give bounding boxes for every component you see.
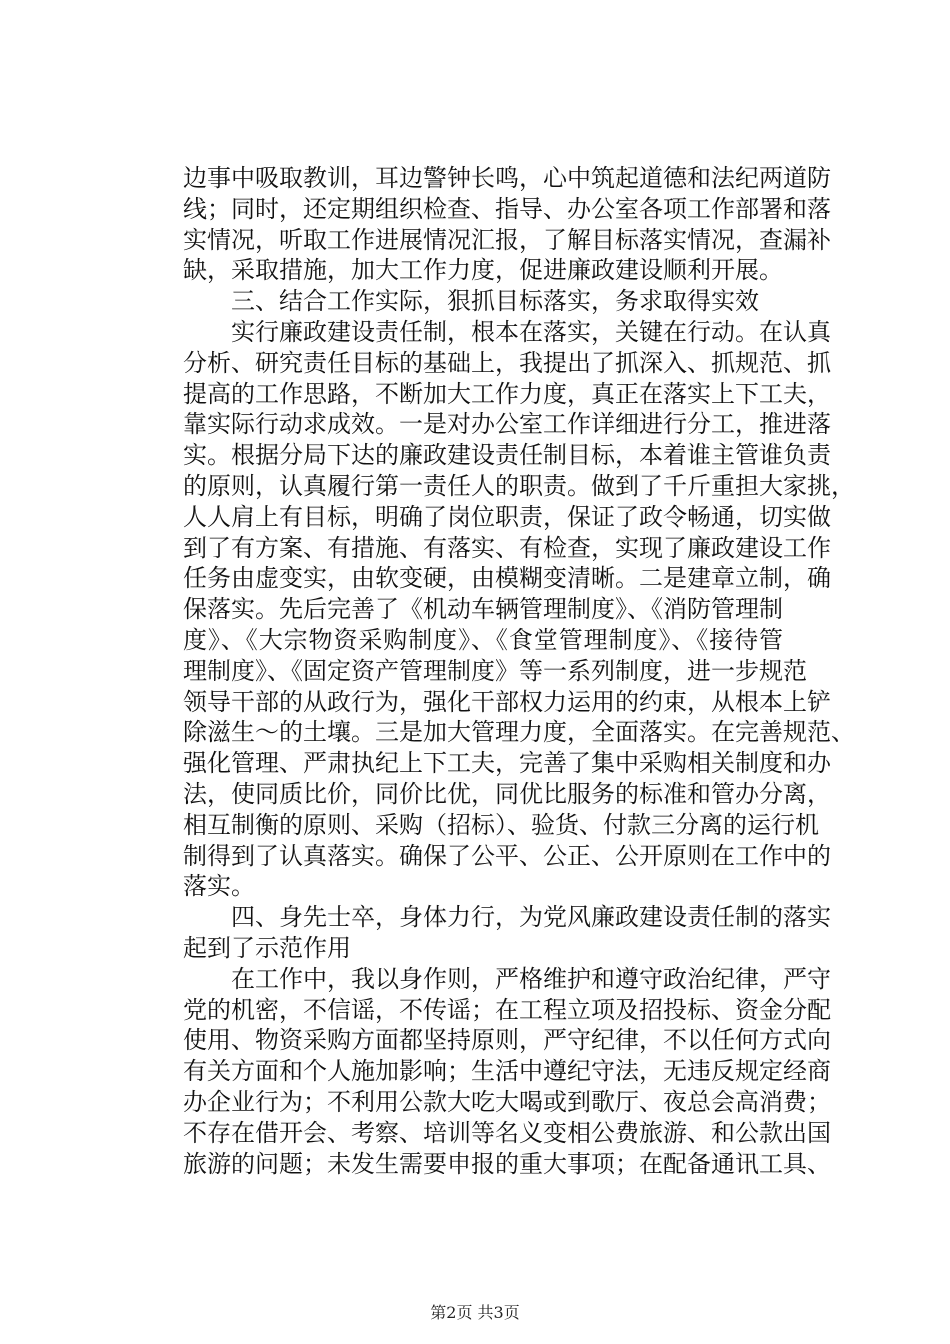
text-line: 法，使同质比价，同价比优，同优比服务的标准和管办分离， [183, 779, 831, 808]
text-line: 提高的工作思路，不断加大工作力度，真正在落实上下工夫， [183, 379, 831, 408]
text-line: 实行廉政建设责任制，根本在落实，关键在行动。在认真 [183, 317, 831, 346]
text-line: 的原则，认真履行第一责任人的职责。做到了千斤重担大家挑， [183, 471, 855, 500]
text-line: 使用、物资采购方面都坚持原则，严守纪律，不以任何方式向 [183, 1026, 831, 1055]
text-line: 边事中吸取教训，耳边警钟长鸣，心中筑起道德和法纪两道防 [183, 164, 831, 192]
body-text [183, 163, 855, 1179]
text-line: 起到了示范作用 [183, 933, 351, 962]
text-line: 三、结合工作实际，狠抓目标落实，务求取得实效 [183, 287, 759, 316]
text-line: 线；同时，还定期组织检查、指导、办公室各项工作部署和落 [183, 194, 831, 223]
text-line: 不存在借开会、考察、培训等名义变相公费旅游、和公款出国 [183, 1118, 831, 1147]
text-line: 相互制衡的原则、采购（招标）、验货、付款三分离的运行机 [183, 810, 819, 839]
text-line: 办企业行为；不利用公款大吃大喝或到歌厅、夜总会高消费； [183, 1087, 831, 1116]
text-line: 旅游的问题；未发生需要申报的重大事项；在配备通讯工具、 [183, 1149, 831, 1178]
text-line: 理制度》、《固定资产管理制度》等一系列制度，进一步规范 [183, 656, 807, 685]
text-line: 制得到了认真落实。确保了公平、公正、公开原则在工作中的 [183, 841, 831, 870]
page-footer: 第2页 共3页 [430, 1303, 520, 1322]
text-line: 四、身先士卒，身体力行，为党风廉政建设责任制的落实 [183, 903, 831, 932]
text-line: 实情况，听取工作进展情况汇报，了解目标落实情况，查漏补 [183, 225, 831, 254]
text-line: 度》、《大宗物资采购制度》、《食堂管理制度》、《接待管 [183, 625, 783, 654]
text-line: 人人肩上有目标，明确了岗位职责，保证了政令畅通，切实做 [183, 502, 831, 531]
text-line: 在工作中，我以身作则，严格维护和遵守政治纪律，严守 [183, 964, 831, 993]
text-line: 缺，采取措施，加大工作力度，促进廉政建设顺利开展。 [183, 256, 783, 285]
text-line: 有关方面和个人施加影响；生活中遵纪守法，无违反规定经商 [183, 1057, 831, 1086]
text-line: 领导干部的从政行为，强化干部权力运用的约束，从根本上铲 [183, 687, 831, 716]
text-line: 靠实际行动求成效。一是对办公室工作详细进行分工，推进落 [183, 410, 831, 439]
text-line: 分析、研究责任目标的基础上，我提出了抓深入、抓规范、抓 [183, 348, 831, 377]
text-line: 任务由虚变实，由软变硬，由模糊变清晰。二是建章立制，确 [183, 564, 831, 593]
text-line: 除滋生～的土壤。三是加大管理力度，全面落实。在完善规范、 [183, 718, 855, 747]
text-line: 党的机密，不信谣，不传谣；在工程立项及招投标、资金分配 [183, 995, 831, 1024]
text-line: 实。根据分局下达的廉政建设责任制目标，本着谁主管谁负责 [183, 441, 831, 470]
text-line: 落实。 [183, 872, 255, 901]
text-line: 保落实。先后完善了《机动车辆管理制度》、《消防管理制 [183, 595, 783, 624]
text-line: 强化管理、严肃执纪上下工夫，完善了集中采购相关制度和办 [183, 749, 831, 778]
text-line: 到了有方案、有措施、有落实、有检查，实现了廉政建设工作 [183, 533, 831, 562]
